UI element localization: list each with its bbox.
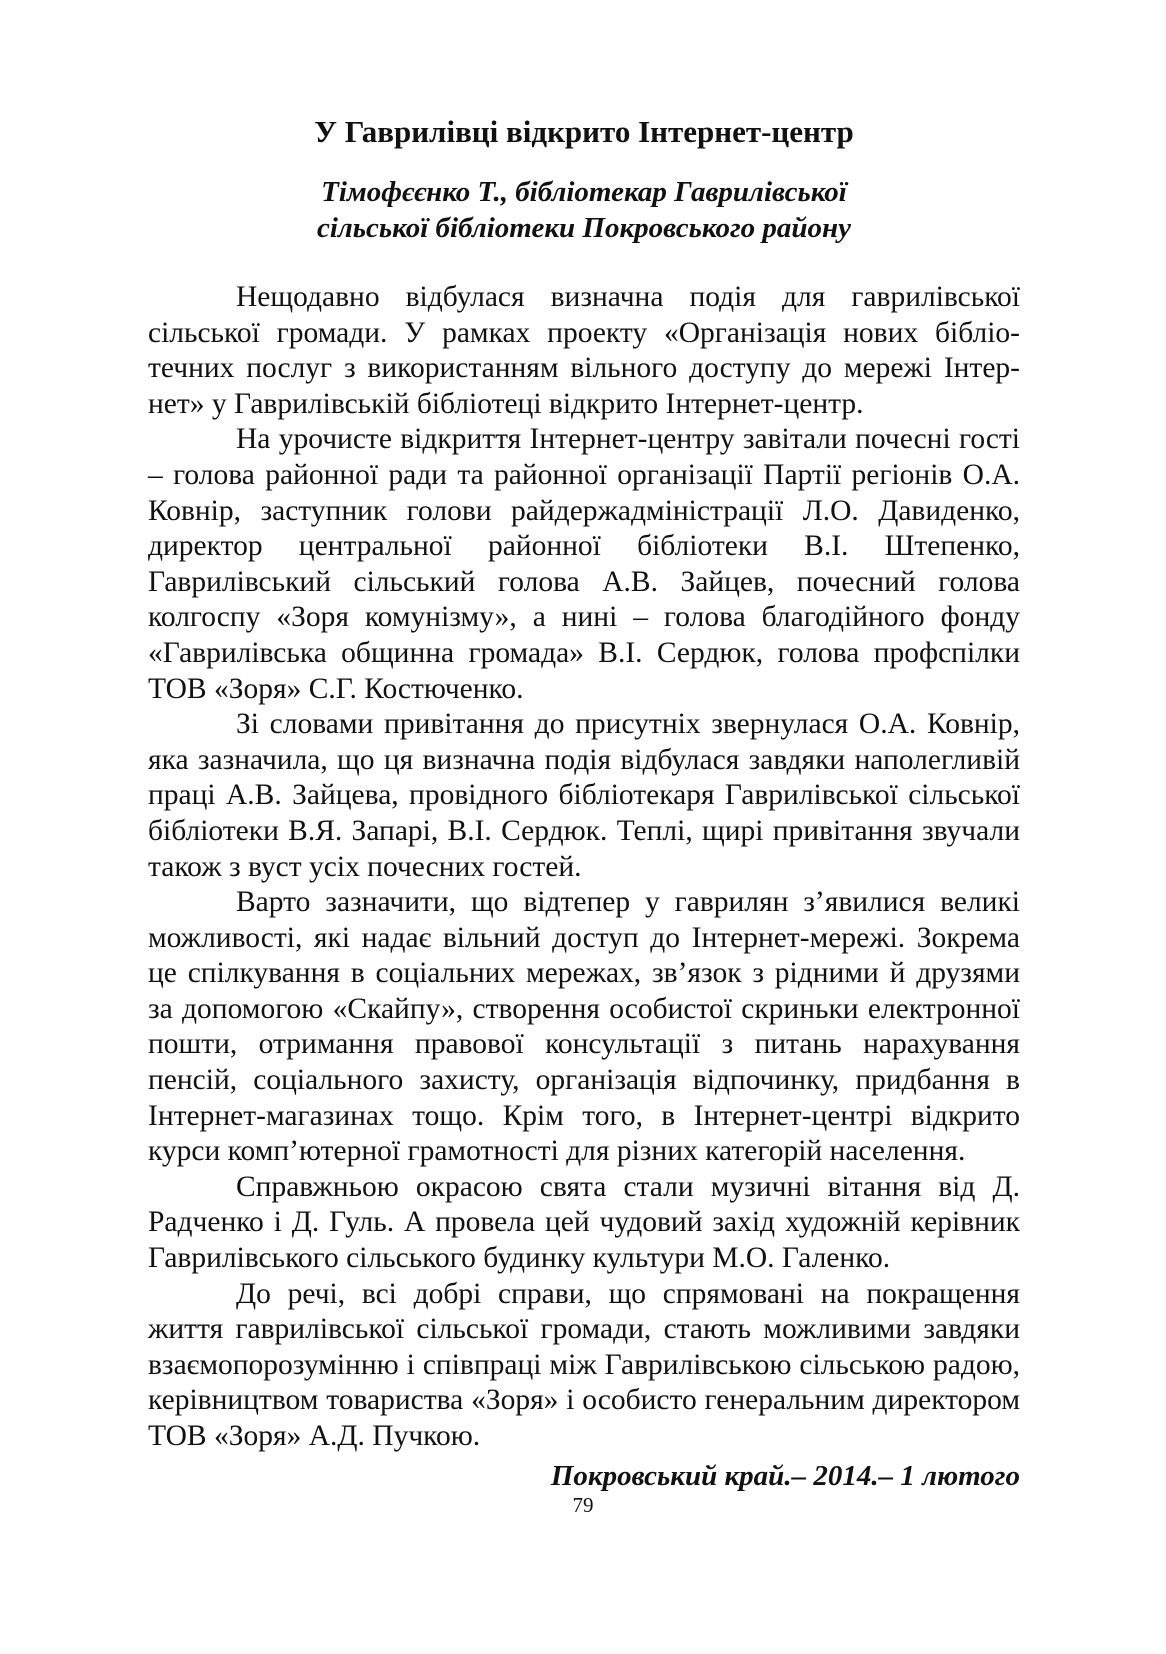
paragraph: До речі, всі добрі справи, що спрямовані на покращення життя гаврилівської сільської громади, стають можливими завдяки взаємопорозумінню і співпраці між Гаврилівською сільською радою, керівництвом товариства «Зоря» і особисто генеральним директором ТОВ «Зоря» А.Д. Пучкою. — [148, 1277, 1020, 1452]
byline-line: сільської бібліотеки Покровського району — [316, 212, 852, 244]
article-title: У Гаврилівці відкрито Інтернет-центр — [314, 114, 854, 149]
article-body — [148, 280, 1020, 1455]
byline-line: Тімофєєнко Т., бібліотекар Гаврилівської — [321, 176, 847, 208]
paragraph: Нещодавно відбулася визначна подія для гаврилівської сільської громади. У рамках проекту «Організація нових бібліотечних послуг з використанням вільного доступу до мережі Інтернет» у Гаврилівській бібліотеці відкрито Інтернет-центр. — [148, 281, 1020, 420]
page-number: 79 — [572, 1493, 594, 1517]
article — [148, 112, 1020, 1495]
author-byline — [148, 174, 1020, 246]
paragraph: Справжньою окрасою свята стали музичні вітання від Д. Радченко і Д. Гуль. А провела цей чудовий захід художній керівник Гаврилівського сільського будинку культури М.О. Галенко. — [148, 1170, 1020, 1275]
paragraph: На урочисте відкриття Інтернет-центру завітали почесні гості – голова районної ради та районної організації Партії регіонів О.А. Ковнір, заступник голови райдержадміністрації Л.О. Давиденко, директор центральної районної бібліотеки В.І. Штепенко, Гаврилівський сільський голова А.В. Зайцев, почесний голова колгоспу «Зоря комунізму», а нині – голова благодійного фонду «Гаврилівська общинна громада» В.І. Сердюк, голова профспілки ТОВ «Зоря» С.Г. Костюченко. — [148, 423, 1020, 705]
paragraph: Варто зазначити, що відтепер у гаврилян з’явилися великі можливості, які надає вільний доступ до Інтернет-мережі. Зокрема це спілкування в соціальних мережах, зв’язок з рідними й друзями за допомогою «Скайпу», створення особистої скриньки електронної пошти, отримання правової консультації з питань нарахування пенсій, соціального захисту, організація відпочинку, придбання в Інтернет-магазинах тощо. Крім того, в Інтернет-центрі відкрито курси комп’ютерної грамотності для різних категорій населення. — [148, 886, 1020, 1168]
source-citation: Покровський край.– 2014.– 1 лютого — [550, 1459, 1020, 1492]
paragraph: Зі словами привітання до присутніх звернулася О.А. Ковнір, яка зазначила, що ця визначна подія відбулася завдяки наполегливій праці А.В. Зайцева, провідного бібліотекаря Гаврилівської сільської бібліотеки В.Я. Запарі, В.І. Сердюк. Теплі, щирі привітання звучали також з вуст усіх почесних гостей. — [148, 708, 1020, 883]
